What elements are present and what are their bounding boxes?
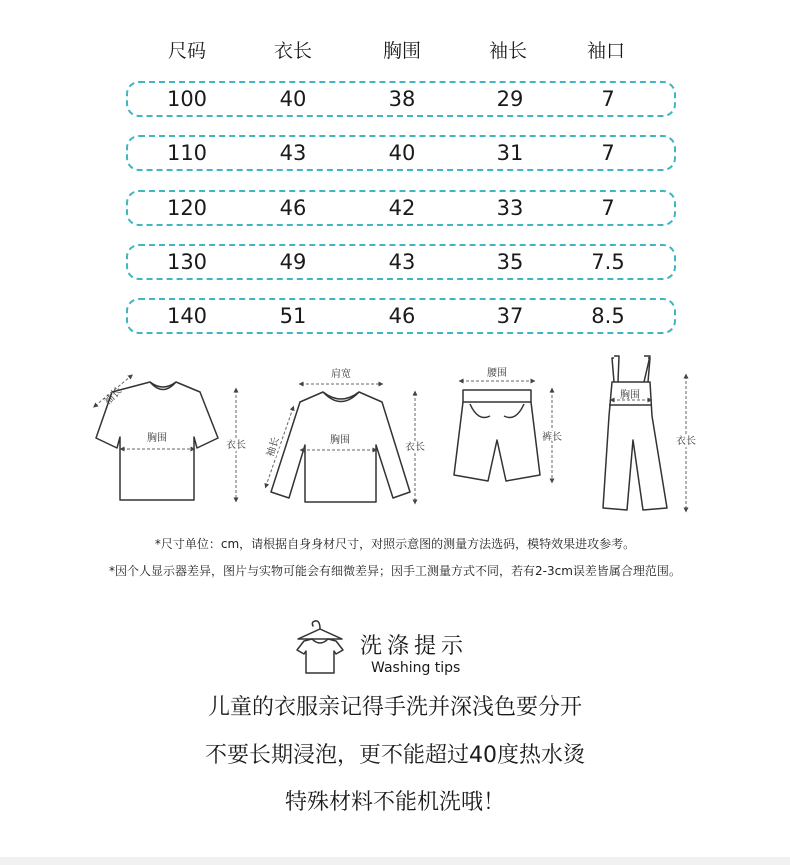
cell-chest: 46 [388, 304, 416, 328]
sweater-length-label: 衣长 [405, 442, 425, 453]
cell-size: 140 [166, 304, 208, 328]
tshirt-chest-label: 胸围 [147, 433, 167, 444]
cell-sleeve: 33 [496, 196, 524, 220]
header-sleeve-length: 袖长 [488, 40, 528, 62]
cell-size: 130 [166, 250, 208, 274]
header-size: 尺码 [167, 40, 207, 62]
washing-line: 不要长期浸泡，更不能超过40度热水烫 [205, 743, 585, 768]
tshirt-length-label: 衣长 [226, 440, 246, 451]
size-row [126, 190, 676, 226]
cell-sleeve: 37 [496, 304, 524, 328]
cell-cuff: 7 [601, 196, 615, 220]
shorts-waist-label: 腰围 [487, 368, 507, 379]
cell-cuff: 7.5 [591, 250, 625, 274]
cell-chest: 43 [388, 250, 416, 274]
washing-line: 儿童的衣服亲记得手洗并深浅色要分开 [207, 695, 582, 720]
washing-subtitle: Washing tips [371, 660, 461, 676]
cell-chest: 42 [388, 196, 416, 220]
bottom-divider [0, 857, 790, 865]
cell-size: 120 [166, 196, 208, 220]
sweater-sleeve-label: 袖长 [265, 435, 282, 459]
header-cuff: 袖口 [586, 40, 626, 62]
cell-cuff: 7 [601, 87, 615, 111]
header-length: 衣长 [273, 40, 313, 62]
cell-length: 43 [279, 141, 307, 165]
cell-length: 46 [279, 196, 307, 220]
shorts-diagram [454, 390, 540, 481]
size-note: *尺寸单位：cm，请根据自身身材尺寸，对照示意图的测量方法选码，模特效果进攻参考。 [154, 537, 636, 551]
display-note: *因个人显示器差异，图片与实物可能会有细微差异；因手工测量方式不同，若有2-3cm误差皆属合理范围。 [109, 564, 681, 578]
sweater-diagram [271, 392, 410, 502]
sweater-chest-label: 胸围 [330, 435, 350, 446]
header-chest: 胸围 [382, 40, 422, 62]
cell-size: 100 [166, 87, 208, 111]
overalls-diagram [603, 356, 667, 510]
measurement-diagrams [0, 350, 790, 515]
size-row [126, 298, 676, 334]
cell-sleeve: 31 [496, 141, 524, 165]
hanger-shirt-icon [290, 617, 350, 677]
cell-length: 40 [279, 87, 307, 111]
cell-length: 51 [279, 304, 307, 328]
overalls-chest-label: 胸围 [620, 390, 640, 401]
shorts-length-label: 裤长 [542, 432, 562, 443]
sweater-shoulder-label: 肩宽 [331, 369, 351, 380]
washing-line: 特殊材料不能机洗哦！ [284, 790, 505, 815]
size-table-header [0, 36, 790, 64]
cell-cuff: 7 [601, 141, 615, 165]
cell-cuff: 8.5 [591, 304, 625, 328]
cell-chest: 40 [388, 141, 416, 165]
size-row [126, 81, 676, 117]
cell-sleeve: 29 [496, 87, 524, 111]
cell-size: 110 [166, 141, 208, 165]
size-row [126, 244, 676, 280]
cell-length: 49 [279, 250, 307, 274]
cell-sleeve: 35 [496, 250, 524, 274]
overalls-length-label: 衣长 [676, 436, 696, 447]
washing-title: 洗涤提示 [360, 634, 469, 659]
size-row [126, 135, 676, 171]
tshirt-sleeve-label: 袖长 [102, 385, 125, 408]
cell-chest: 38 [388, 87, 416, 111]
